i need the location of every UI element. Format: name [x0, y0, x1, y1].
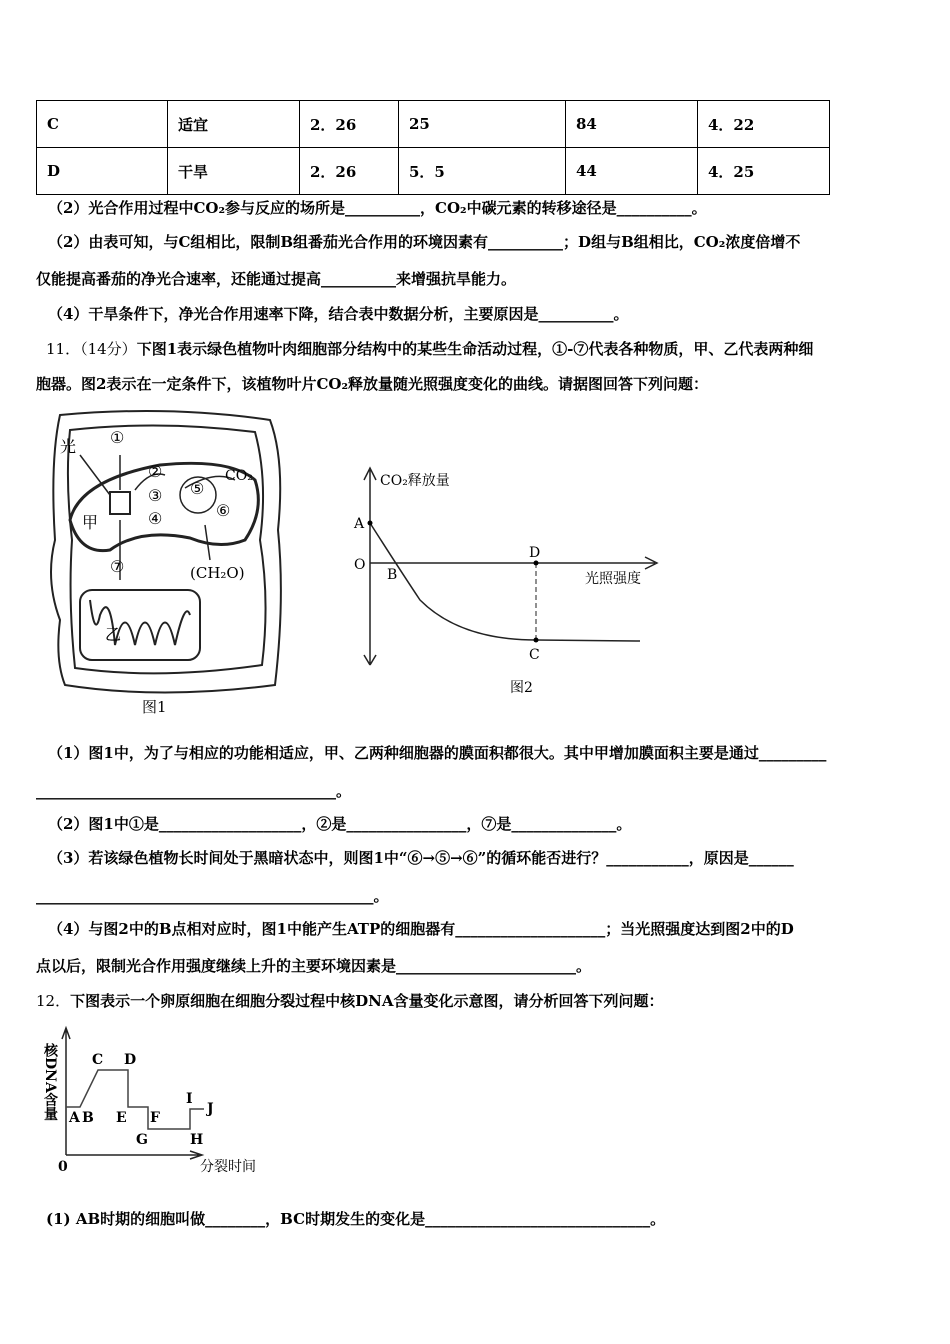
point-b-label: B — [82, 1110, 94, 1126]
label-substance-2: ② — [148, 462, 163, 481]
label-jia: 甲 — [82, 513, 99, 532]
question-line: （3）若该绿色植物长时间处于黑暗状态中，则图1中“⑥→⑤→⑥”的循环能否进行？___________，原因是______ — [48, 849, 794, 867]
figure-1-caption: 图1 — [142, 698, 167, 716]
table-cell: C — [37, 101, 168, 148]
label-substance-3: ③ — [148, 486, 163, 505]
point-a-label: A — [354, 516, 365, 532]
table-cell: 干旱 — [168, 148, 300, 195]
point-b-label: B — [387, 567, 398, 583]
table-cell: 适宜 — [168, 101, 300, 148]
question-line: ________________________________________。 — [36, 782, 352, 800]
point-d-label: D — [529, 545, 541, 561]
question-11 — [46, 339, 813, 359]
point-j-label: J — [207, 1101, 214, 1117]
table-cell: 44 — [566, 148, 698, 195]
table-cell: 4．22 — [698, 101, 830, 148]
point-h-label: H — [190, 1132, 204, 1148]
origin-label: 0 — [58, 1159, 68, 1175]
question-text: 下图1表示绿色植物叶肉细胞部分结构中的某些生命活动过程，①-⑦代表各种物质，甲、乙代表两种细 — [136, 340, 814, 358]
table-cell: 25 — [399, 101, 566, 148]
point-a-label: A — [69, 1110, 80, 1126]
table-row — [37, 101, 830, 148]
question-line: 胞器。图2表示在一定条件下，该植物叶片CO₂释放量随光照强度变化的曲线。请据图回答下列问题： — [36, 375, 709, 393]
y-axis-label: CO₂释放量 — [380, 473, 450, 489]
point-c-label: C — [529, 647, 540, 663]
question-line: 仅能提高番茄的净光合速率，还能通过提高__________来增强抗旱能力。 — [36, 270, 517, 288]
point-c-label: C — [92, 1052, 104, 1068]
question-line: （2）图1中①是___________________，②是________________，⑦是______________。 — [48, 815, 632, 833]
origin-label: O — [354, 557, 366, 573]
dna-content-graph — [40, 1025, 280, 1180]
label-substance-4: ④ — [148, 509, 163, 528]
label-substance-5: ⑤ — [190, 479, 205, 498]
table-cell: 2．26 — [300, 148, 399, 195]
label-ch2o: (CH₂O) — [190, 564, 245, 582]
label-substance-1: ① — [110, 428, 125, 447]
table-cell: 4．25 — [698, 148, 830, 195]
data-table — [36, 100, 830, 195]
table-cell: 5．5 — [399, 148, 566, 195]
question-line: （1）图1中，为了与相应的功能相适应，甲、乙两种细胞器的膜面积都很大。其中甲增加膜面积主要是通过_________ — [48, 744, 827, 762]
label-co2: CO₂ — [225, 468, 253, 484]
question-line: (1) AB时期的细胞叫做________，BC时期发生的变化是______________________________。 — [46, 1210, 666, 1228]
question-number: 11．（14分） — [46, 340, 137, 358]
question-line: 点以后，限制光合作用强度继续上升的主要环境因素是________________________。 — [36, 957, 592, 975]
table-cell: 84 — [566, 101, 698, 148]
dna-graph-y-axis-label: 核DNA含量 — [42, 1043, 58, 1121]
question-12 — [36, 991, 663, 1011]
x-axis-label: 分裂时间 — [200, 1159, 256, 1175]
point-g-label: G — [136, 1132, 148, 1148]
figure-2-co2-curve — [340, 460, 670, 700]
table-cell: 2．26 — [300, 101, 399, 148]
point-e-label: E — [116, 1110, 127, 1126]
figure-1-cell-diagram — [40, 400, 300, 720]
label-light: 光 — [60, 437, 77, 456]
question-text: 下图表示一个卵原细胞在细胞分裂过程中核DNA含量变化示意图，请分析回答下列问题： — [70, 992, 664, 1010]
x-axis-label: 光照强度 — [585, 571, 641, 587]
label-substance-6: ⑥ — [216, 501, 231, 520]
question-number: 12． — [36, 992, 71, 1010]
question-line: （2）由表可知，与C组相比，限制B组番茄光合作用的环境因素有__________；D组与B组相比，CO₂浓度倍增不 — [48, 233, 801, 251]
question-line: （4）与图2中的B点相对应时，图1中能产生ATP的细胞器有____________________；当光照强度达到图2中的D — [48, 920, 794, 938]
label-yi: 乙 — [105, 625, 122, 644]
table-row — [37, 148, 830, 195]
point-i-label: I — [186, 1091, 193, 1107]
question-line: （4）干旱条件下，净光合作用速率下降，结合表中数据分析，主要原因是__________。 — [48, 305, 629, 323]
figure-2-caption: 图2 — [510, 680, 533, 696]
table-cell: D — [37, 148, 168, 195]
label-substance-7: ⑦ — [110, 557, 125, 576]
point-f-label: F — [150, 1110, 160, 1126]
point-d-label: D — [124, 1052, 137, 1068]
question-line: _____________________________________________。 — [36, 887, 389, 905]
question-line: （2）光合作用过程中CO₂参与反应的场所是__________，CO₂中碳元素的转移途径是__________。 — [48, 199, 707, 217]
